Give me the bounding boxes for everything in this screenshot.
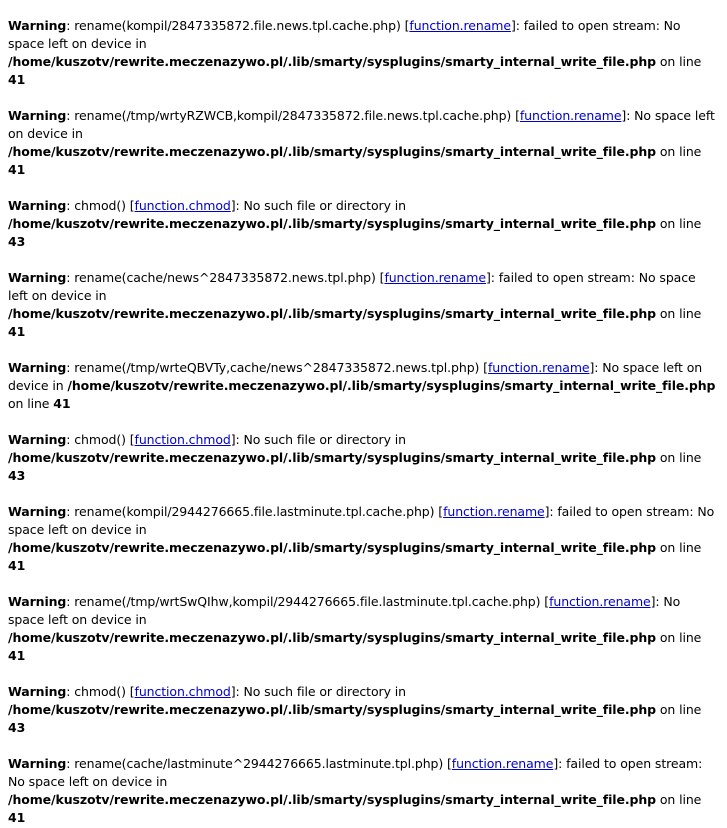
function-doc-link[interactable]: function.rename xyxy=(384,270,486,285)
warning-label: Warning xyxy=(8,504,67,519)
warning-text: ]: failed to open stream: No space left on device in xyxy=(8,756,703,789)
warning-message xyxy=(8,666,719,738)
file-path: /home/kuszotv/rewrite.meczenazywo.pl/.lib/smarty/sysplugins/smarty_internal_write_file.php xyxy=(67,378,716,393)
line-number: 43 xyxy=(8,468,26,483)
line-number: 41 xyxy=(8,72,26,87)
warning-label: Warning xyxy=(8,684,67,699)
file-path: /home/kuszotv/rewrite.meczenazywo.pl/.lib/smarty/sysplugins/smarty_internal_write_file.php xyxy=(8,792,656,807)
function-doc-link[interactable]: function.rename xyxy=(549,594,651,609)
function-doc-link[interactable]: function.chmod xyxy=(134,432,231,447)
warning-text: ]: No space left on device in xyxy=(8,108,715,141)
warning-text: ]: failed to open stream: No space left on device in xyxy=(8,504,715,537)
function-doc-link[interactable]: function.rename xyxy=(487,360,590,375)
line-number: 43 xyxy=(8,234,26,249)
on-line-text: on line xyxy=(656,306,702,321)
on-line-text: on line xyxy=(656,144,702,159)
warning-text: : rename(cache/lastminute^2944276665.lastminute.tpl.php) [ xyxy=(66,756,452,771)
warning-text: : chmod() [ xyxy=(66,198,135,213)
warning-text: : rename(/tmp/wrteQBVTy,cache/news^2847335872.news.tpl.php) [ xyxy=(66,360,488,375)
warning-text: ]: failed to open stream: No space left on device in xyxy=(8,270,696,303)
function-doc-link[interactable]: function.chmod xyxy=(134,198,231,213)
warning-label: Warning xyxy=(8,18,67,33)
warning-message xyxy=(8,0,719,90)
warning-message xyxy=(8,252,719,342)
warning-message xyxy=(8,738,719,828)
function-doc-link[interactable]: function.rename xyxy=(519,108,622,123)
on-line-text: on line xyxy=(656,702,702,717)
line-number: 41 xyxy=(8,324,26,339)
on-line-text: on line xyxy=(8,396,54,411)
warning-text: ]: No such file or directory in xyxy=(230,684,406,699)
on-line-text: on line xyxy=(656,450,702,465)
warning-message xyxy=(8,486,719,576)
file-path: /home/kuszotv/rewrite.meczenazywo.pl/.lib/smarty/sysplugins/smarty_internal_write_file.php xyxy=(8,144,656,159)
warning-label: Warning xyxy=(8,270,67,285)
function-doc-link[interactable]: function.chmod xyxy=(134,684,231,699)
warning-text: : rename(kompil/2944276665.file.lastminute.tpl.cache.php) [ xyxy=(66,504,444,519)
on-line-text: on line xyxy=(656,54,702,69)
warning-text: ]: No space left on device in xyxy=(8,594,681,627)
warning-text: : rename(kompil/2847335872.file.news.tpl.cache.php) [ xyxy=(66,18,410,33)
warning-text: ]: No such file or directory in xyxy=(230,432,406,447)
line-number: 43 xyxy=(8,720,26,735)
warning-text: : rename(/tmp/wrtyRZWCB,kompil/2847335872.file.news.tpl.cache.php) [ xyxy=(66,108,520,123)
warning-text: : chmod() [ xyxy=(66,684,135,699)
warning-text: ]: No such file or directory in xyxy=(230,198,406,213)
warning-message xyxy=(8,342,719,414)
warning-text: : rename(/tmp/wrtSwQIhw,kompil/2944276665.file.lastminute.tpl.cache.php) [ xyxy=(66,594,550,609)
warning-label: Warning xyxy=(8,108,67,123)
file-path: /home/kuszotv/rewrite.meczenazywo.pl/.lib/smarty/sysplugins/smarty_internal_write_file.php xyxy=(8,306,656,321)
warning-message xyxy=(8,576,719,666)
warning-message xyxy=(8,180,719,252)
warning-text: ]: failed to open stream: No space left on device in xyxy=(8,18,681,51)
file-path: /home/kuszotv/rewrite.meczenazywo.pl/.lib/smarty/sysplugins/smarty_internal_write_file.php xyxy=(8,630,656,645)
warning-label: Warning xyxy=(8,360,67,375)
warning-label: Warning xyxy=(8,756,67,771)
warning-message xyxy=(8,90,719,180)
line-number: 41 xyxy=(53,396,71,411)
warning-text: : chmod() [ xyxy=(66,432,135,447)
line-number: 41 xyxy=(8,648,26,663)
warning-text: ]: No space left on device in xyxy=(8,360,703,393)
function-doc-link[interactable]: function.rename xyxy=(409,18,511,33)
file-path: /home/kuszotv/rewrite.meczenazywo.pl/.lib/smarty/sysplugins/smarty_internal_write_file.php xyxy=(8,540,656,555)
file-path: /home/kuszotv/rewrite.meczenazywo.pl/.lib/smarty/sysplugins/smarty_internal_write_file.php xyxy=(8,702,656,717)
warning-label: Warning xyxy=(8,594,67,609)
warning-label: Warning xyxy=(8,432,67,447)
warning-message xyxy=(8,414,719,486)
on-line-text: on line xyxy=(656,540,702,555)
line-number: 41 xyxy=(8,558,26,573)
on-line-text: on line xyxy=(656,792,702,807)
file-path: /home/kuszotv/rewrite.meczenazywo.pl/.lib/smarty/sysplugins/smarty_internal_write_file.php xyxy=(8,54,656,69)
on-line-text: on line xyxy=(656,216,702,231)
on-line-text: on line xyxy=(656,630,702,645)
line-number: 41 xyxy=(8,810,26,825)
function-doc-link[interactable]: function.rename xyxy=(451,756,554,771)
file-path: /home/kuszotv/rewrite.meczenazywo.pl/.lib/smarty/sysplugins/smarty_internal_write_file.php xyxy=(8,216,656,231)
line-number: 41 xyxy=(8,162,26,177)
warning-label: Warning xyxy=(8,198,67,213)
file-path: /home/kuszotv/rewrite.meczenazywo.pl/.lib/smarty/sysplugins/smarty_internal_write_file.php xyxy=(8,450,656,465)
warning-text: : rename(cache/news^2847335872.news.tpl.php) [ xyxy=(66,270,385,285)
function-doc-link[interactable]: function.rename xyxy=(443,504,545,519)
